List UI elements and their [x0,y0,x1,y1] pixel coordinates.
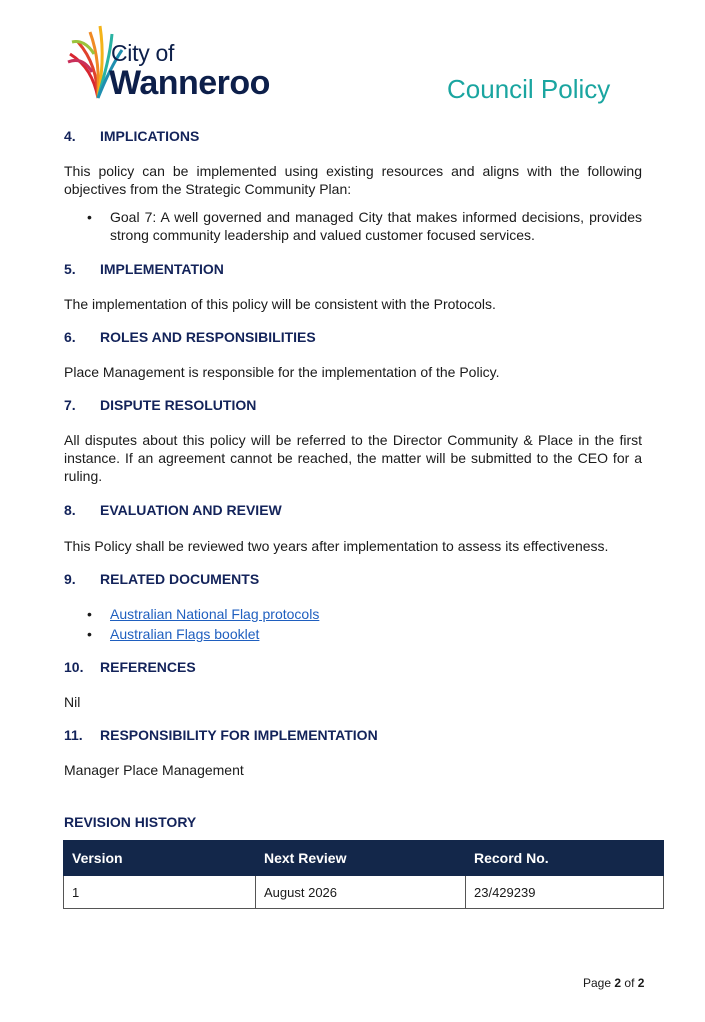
section-6-paragraph: Place Management is responsible for the implementation of the Policy. [64,364,500,380]
section-5-heading: 5. IMPLEMENTATION [64,261,224,277]
section-5-paragraph: The implementation of this policy will be consistent with the Protocols. [64,296,496,312]
link-flags-booklet[interactable]: Australian Flags booklet [110,626,260,642]
revision-table [63,840,664,909]
logo-city-text: City of [111,40,175,66]
section-7-paragraph: All disputes about this policy will be referred to the Director Community & Place in the first instance. If an agreement cannot be reached, the matter will be submitted to the CEO for a ruling. [64,432,642,484]
section-10-paragraph: Nil [64,694,81,710]
bullet-icon: • [87,209,92,225]
city-logo [64,20,294,102]
section-8-heading: 8. EVALUATION AND REVIEW [64,502,282,518]
policy-title: Council Policy [447,74,611,104]
logo-wanneroo-text: Wanneroo [109,64,270,102]
col-record-no: Record No. [466,841,664,876]
section-6-heading: 6. ROLES AND RESPONSIBILITIES [64,329,316,345]
section-11-paragraph: Manager Place Management [64,762,244,778]
bullet-icon: • [87,626,92,642]
cell-record-no: 23/429239 [466,876,664,909]
section-4-paragraph: This policy can be implemented using existing resources and aligns with the following objectives from the Strategic Community Plan: [64,163,642,197]
section-10-heading: 10. REFERENCES [64,659,196,675]
col-next-review: Next Review [256,841,466,876]
section-11-heading: 11. RESPONSIBILITY FOR IMPLEMENTATION [64,727,378,743]
cell-next-review: August 2026 [256,876,466,909]
revision-history-heading: REVISION HISTORY [64,814,197,830]
table-header-row [64,841,664,876]
section-7-heading: 7. DISPUTE RESOLUTION [64,397,257,413]
section-4-bullet: Goal 7: A well governed and managed City that makes informed decisions, provides strong community leadership and valued customer focused services. [110,209,642,243]
section-4-heading: 4. IMPLICATIONS [64,128,200,144]
cell-version: 1 [64,876,256,909]
bullet-icon: • [87,606,92,622]
col-version: Version [64,841,256,876]
section-9-heading: 9. RELATED DOCUMENTS [64,571,260,587]
link-flag-protocols[interactable]: Australian National Flag protocols [110,606,320,622]
table-row [64,876,664,909]
page-number: Page 2 of 2 [583,976,645,990]
section-8-paragraph: This Policy shall be reviewed two years after implementation to assess its effectiveness. [64,538,609,554]
